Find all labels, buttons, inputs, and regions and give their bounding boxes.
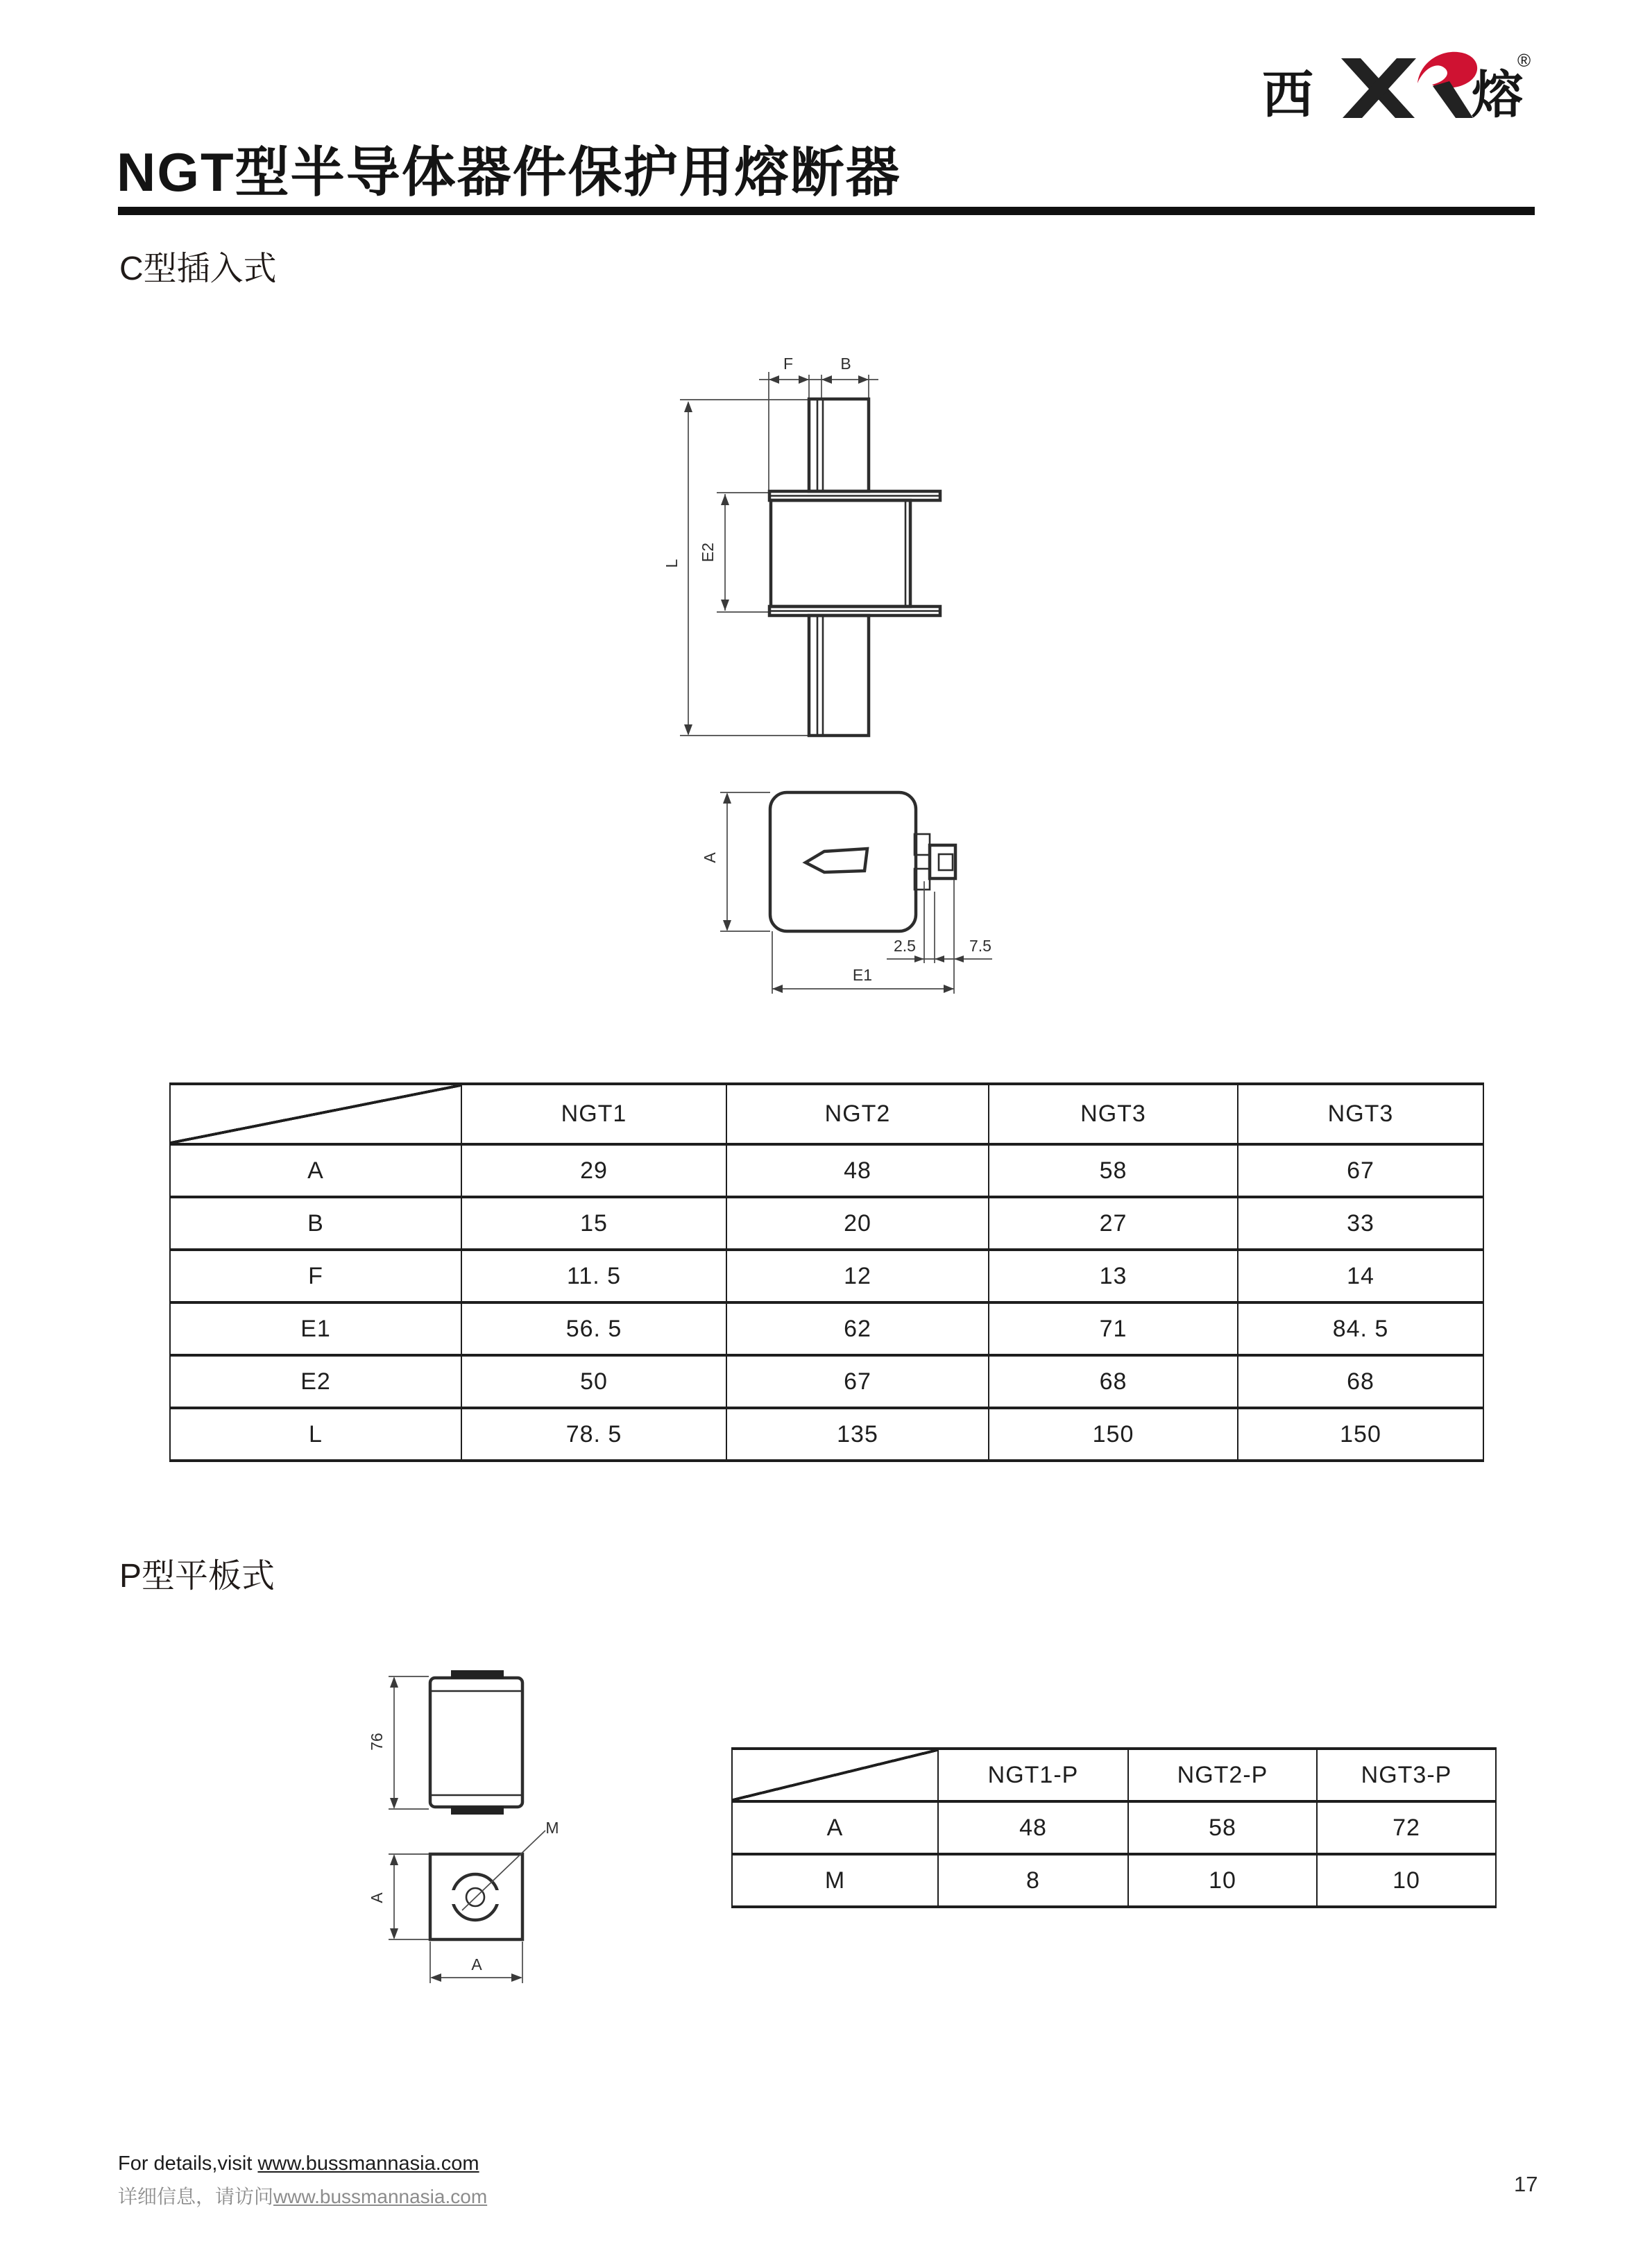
dim-label-e1: E1: [852, 966, 873, 984]
table-row: [170, 1197, 1483, 1250]
logo-xr-mark: [1341, 52, 1477, 118]
footer-line-zh: [118, 2182, 487, 2209]
column-header-ngt2p: NGT2-P: [1128, 1749, 1317, 1801]
thread-notch-right: [495, 1890, 502, 1904]
dim-label-b: B: [840, 355, 851, 373]
table-cell: 71: [989, 1302, 1238, 1355]
logo-char-xi: 西: [1262, 66, 1313, 124]
table-corner-cell: [732, 1749, 938, 1801]
dimension-76: [368, 1676, 429, 1809]
row-param: E1: [170, 1302, 461, 1355]
p-side-view: [430, 1670, 522, 1815]
dim-label-f: F: [783, 355, 794, 373]
table-cell: 67: [1238, 1144, 1483, 1197]
row-param: L: [170, 1408, 461, 1461]
c-type-dimensions-table: [169, 1082, 1484, 1462]
dim-label-l: L: [663, 559, 681, 568]
table-cell: 11. 5: [461, 1250, 726, 1302]
table-cell: 10: [1317, 1854, 1496, 1907]
table-cell: 20: [726, 1197, 989, 1250]
table-cell: 48: [726, 1144, 989, 1197]
table-cell: 135: [726, 1408, 989, 1461]
table-row: [732, 1801, 1496, 1854]
table-cell: 67: [726, 1355, 989, 1408]
fuse-top-outline: [770, 792, 916, 931]
table-cell: 78. 5: [461, 1408, 726, 1461]
table-cell: 8: [938, 1854, 1128, 1907]
row-param: F: [170, 1250, 461, 1302]
table-cell: 33: [1238, 1197, 1483, 1250]
table-cell: 10: [1128, 1854, 1317, 1907]
table-cell: 12: [726, 1250, 989, 1302]
dim-label-a-bottom: A: [471, 1955, 482, 1973]
column-header-ngt1p: NGT1-P: [938, 1749, 1128, 1801]
table-cell: 68: [1238, 1355, 1483, 1408]
fuse-blade-top: [809, 399, 869, 491]
drawing-c-type-side-view: [645, 340, 985, 749]
table-cell: 68: [989, 1355, 1238, 1408]
table-row: [170, 1144, 1483, 1197]
table-cell: 62: [726, 1302, 989, 1355]
dimension-e1: [772, 880, 954, 994]
thread-notch-left: [448, 1890, 455, 1904]
column-header-ngt1: NGT1: [461, 1084, 726, 1144]
footer-link-zh[interactable]: www.bussmannasia.com: [273, 2186, 488, 2207]
footer-text-zh: 详细信息，请访问: [118, 2186, 274, 2207]
table-header-row: [732, 1749, 1496, 1801]
table-header-row: [170, 1084, 1483, 1144]
row-param: B: [170, 1197, 461, 1250]
dim-label-e2: E2: [699, 542, 717, 563]
title-rule: [118, 207, 1535, 215]
indicator-slot: [806, 849, 867, 872]
table-row: [732, 1854, 1496, 1907]
table-row: [170, 1408, 1483, 1461]
table-row: [170, 1302, 1483, 1355]
section-heading-c-type: C型插入式: [119, 250, 277, 287]
table-cell: 84. 5: [1238, 1302, 1483, 1355]
dim-label-76: 76: [368, 1733, 386, 1751]
table-cell: 13: [989, 1250, 1238, 1302]
table-cell: 48: [938, 1801, 1128, 1854]
column-header-ngt3b: NGT3: [1238, 1084, 1483, 1144]
table-cell: 58: [989, 1144, 1238, 1197]
table-cell: 150: [1238, 1408, 1483, 1461]
footer-link-en[interactable]: www.bussmannasia.com: [257, 2152, 479, 2175]
p-type-dimensions-table: [731, 1747, 1497, 1908]
dim-label-a-left: A: [368, 1892, 386, 1903]
table-row: [170, 1250, 1483, 1302]
page-number: 17: [1514, 2172, 1538, 2196]
table-cell: 29: [461, 1144, 726, 1197]
column-header-ngt3p: NGT3-P: [1317, 1749, 1496, 1801]
column-header-ngt3: NGT3: [989, 1084, 1238, 1144]
table-cell: 15: [461, 1197, 726, 1250]
logo-r-leg: [1433, 81, 1473, 118]
fuse-blade-bottom: [809, 615, 869, 736]
section-heading-p-type: P型平板式: [119, 1558, 275, 1595]
table-cell: 72: [1317, 1801, 1496, 1854]
mounting-tab: [914, 834, 955, 890]
dimension-a-bottom: [430, 1942, 522, 1983]
table-row: [170, 1355, 1483, 1408]
dimension-f-b: [759, 355, 878, 494]
p-top-view: [430, 1819, 559, 1939]
dimension-a: [701, 792, 770, 931]
column-header-ngt2: NGT2: [726, 1084, 989, 1144]
page-title: NGT型半导体器件保护用熔断器: [117, 142, 901, 203]
row-param: E2: [170, 1355, 461, 1408]
dimension-2-5-7-5: [887, 881, 992, 963]
table-cell: 58: [1128, 1801, 1317, 1854]
dimension-e2: [699, 493, 769, 612]
fuse-body: [771, 500, 910, 606]
table-cell: 50: [461, 1355, 726, 1408]
logo-char-rong: 熔: [1472, 66, 1523, 124]
registered-trademark-icon: ®: [1517, 50, 1531, 71]
row-param: M: [732, 1854, 938, 1907]
row-param: A: [732, 1801, 938, 1854]
table-cell: 150: [989, 1408, 1238, 1461]
footer-line-en: [118, 2152, 479, 2175]
drawing-p-type: [333, 1631, 611, 2019]
table-cell: 14: [1238, 1250, 1483, 1302]
table-cell: 56. 5: [461, 1302, 726, 1355]
brand-logo-graphic: [1259, 40, 1537, 130]
table-cell: 27: [989, 1197, 1238, 1250]
drawing-c-type-top-view: [701, 749, 1006, 1013]
dimension-a-left: [368, 1854, 429, 1939]
dim-label-7-5: 7.5: [969, 937, 991, 955]
dim-label-m: M: [545, 1819, 559, 1837]
dimension-l: [663, 400, 808, 736]
table-corner-cell: [170, 1084, 461, 1144]
dim-label-a: A: [701, 852, 719, 863]
row-param: A: [170, 1144, 461, 1197]
footer-text-en: For details,visit: [118, 2152, 258, 2175]
dim-label-2-5: 2.5: [894, 937, 916, 955]
brand-logo: [1259, 40, 1537, 130]
